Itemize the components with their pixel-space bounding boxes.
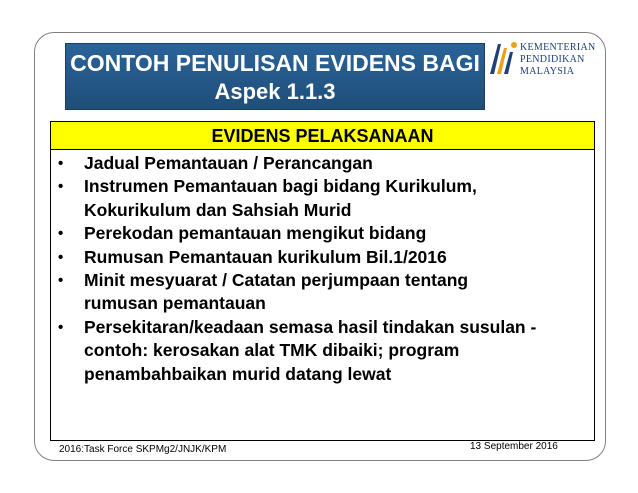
footer-date: 13 September 2016 <box>470 441 558 452</box>
list-item-line: Instrumen Pemantauan bagi bidang Kurikulum, <box>84 176 477 197</box>
list-item-line: Kokurikulum dan Sahsiah Murid <box>84 199 352 220</box>
ministry-emblem-icon <box>488 40 518 76</box>
evidence-list <box>51 152 594 386</box>
logo-text <box>520 42 596 78</box>
evidence-header: EVIDENS PELAKSANAAN <box>51 122 594 150</box>
list-item <box>51 269 594 316</box>
title-banner <box>65 43 485 110</box>
list-item <box>51 316 594 386</box>
list-item-line: contoh: kerosakan alat TMK dibaiki; program <box>84 340 460 361</box>
list-item-line: Minit mesyuarat / Catatan perjumpaan tentang <box>84 270 469 291</box>
list-item-line: Jadual Pemantauan / Perancangan <box>84 153 373 173</box>
bullet-icon: • <box>58 155 64 172</box>
list-item <box>51 175 594 222</box>
list-item-line: rumusan pemantauan <box>84 293 266 314</box>
title-line-2: Aspek 1.1.3 <box>214 79 336 104</box>
evidence-box <box>50 121 595 441</box>
list-item-line: Rumusan Pemantauan kurikulum Bil.1/2016 <box>84 246 447 267</box>
footer-left: 2016:Task Force SKPMg2/JNJK/KPM <box>59 444 227 455</box>
title-line-1: CONTOH PENULISAN EVIDENS BAGI <box>70 50 480 76</box>
logo-line-1: KEMENTERIAN <box>520 42 596 53</box>
logo-line-3: MALAYSIA <box>520 66 575 77</box>
list-item-line: Perekodan pemantauan mengikut bidang <box>84 223 427 244</box>
list-item <box>51 222 594 245</box>
ministry-logo <box>488 40 600 80</box>
bullet-icon: • <box>58 178 64 196</box>
list-item-line: penambahbaikan murid datang lewat <box>84 363 392 384</box>
bullet-icon: • <box>58 272 64 290</box>
list-item-line: Persekitaran/keadaan semasa hasil tindakan susulan - <box>84 316 537 337</box>
logo-line-2: PENDIDIKAN <box>520 54 585 65</box>
list-item <box>51 246 594 269</box>
bullet-icon: • <box>58 318 64 336</box>
list-item <box>51 152 594 175</box>
bullet-icon: • <box>58 225 64 243</box>
bullet-icon: • <box>58 248 64 266</box>
